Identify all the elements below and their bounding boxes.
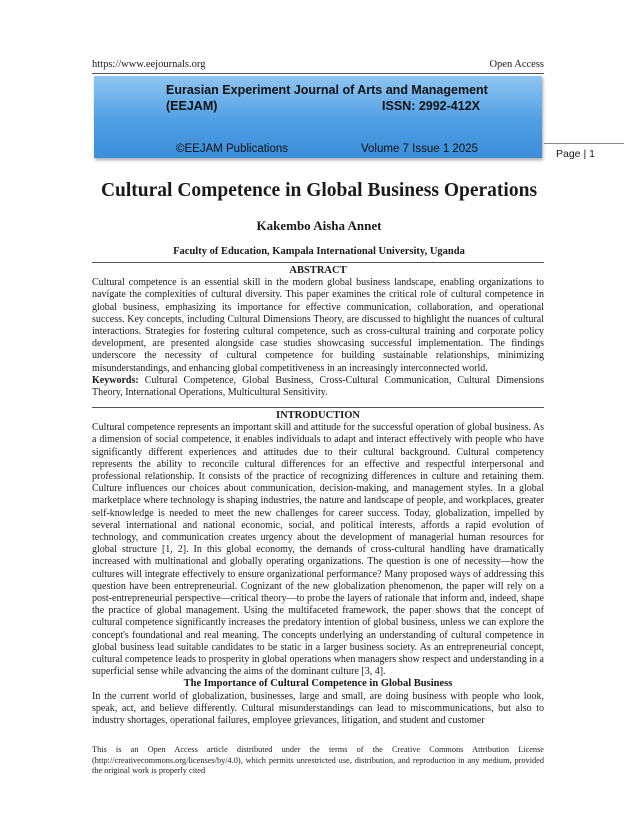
paper-title: Cultural Competence in Global Business Operations xyxy=(100,180,538,201)
introduction-section xyxy=(92,410,544,727)
keywords-line xyxy=(92,375,544,399)
introduction-text: Cultural competence represents an important skill and attitude for the successful operation of global business. As a dimension of social competence, it enables individuals to adapt and interact effectively with people who have significantly different experiences and attitudes due to their cultural background. Cultural competency represents the ability to reconcile cultural differences for an effective and respectful interpersonal and professional relationship. It consists of the practice of recognizing differences in culture and retaining them. Culture influences our choices about communication, decision-making, and management styles. In a global marketplace where technology is shaping industries, the nature and landscape of people, and workplaces, greater self-knowledge is needed to meet the new challenges for career success. Today, globalization, impelled by several international and national economic, social, and political interests, affords a rapid evolution of technology, and communication creates urgency about the development of managerial human resources for global structure [1, 2]. In this global economy, the demands of cross-cultural handling have dramatically increased with multinational and globally operating organizations. The question is one of necessity—how the cultures will integrate effectively to ensure organizational performance? Many proposed ways of addressing this question have been entrepreneurial. Cognizant of the new globalization phenomenon, the paper will rely on a post-entrepreneurial perspective—critical theory—to probe the layers of rationale that inform and, indeed, shape the practice of global management. Using the multifaceted framework, the paper shows that the concept of cultural competence significantly increases the predatory intention of global business, unless we can explore the concept's foundational and real meaning. The concepts underlying an understanding of cultural competence in global business lead suitable candidates to be static in a larger business society. As an entrepreneurial concept, cultural competence leads to prosperity in global operations when managers show respect and understanding in a superficial sense while advancing the aims of the dominant culture [3, 4]. xyxy=(92,422,544,678)
keywords-label: Keywords: xyxy=(92,374,139,386)
keywords-text: Cultural Competence, Global Business, Cross-Cultural Communication, Cultural Dimensions Theory, International Operations, Multicultural Sensitivity. xyxy=(92,374,544,399)
header-rule xyxy=(92,73,544,74)
page-number-rule xyxy=(544,143,624,144)
page-number-text: Page | 1 xyxy=(556,148,595,160)
journal-abbreviation: (EEJAM) xyxy=(166,99,218,113)
publisher-label: ©EEJAM Publications xyxy=(176,143,289,155)
banner-text-block xyxy=(152,80,488,155)
journal-url[interactable]: https://www.eejournals.org xyxy=(92,59,206,70)
license-footer: This is an Open Access article distributed under the terms of the Creative Commons Attribution License (http://creativecommons.org/licenses/by/4.0), which permits unrestricted use, distribution, and reproduction in any medium, provided the original work is properly cited xyxy=(92,745,544,775)
abstract-text: Cultural competence is an essential skill in the modern global business landscape, enabling organizations to navigate the complexities of cultural diversity. This paper examines the critical role of cultural competence in global business, emphasizing its importance for effective communication, collaboration, and operational success. Key concepts, including Cultural Dimensions Theory, are discussed to highlight the nuances of cultural interactions. Strategies for fostering cultural competence, such as cross-cultural training and corporate policy development, are presented alongside case studies showcasing successful implementation. The findings underscore the necessity of cultural competence for building sustainable relationships, minimizing misunderstandings, and enhancing global competitiveness in an increasingly interconnected world. xyxy=(92,277,544,374)
importance-heading: The Importance of Cultural Competence in Global Business xyxy=(183,678,453,690)
affiliation-rule xyxy=(92,262,544,263)
abstract-section xyxy=(92,265,544,399)
journal-title: Eurasian Experiment Journal of Arts and Management xyxy=(166,83,488,97)
introduction-heading: INTRODUCTION xyxy=(275,410,360,421)
paper-author: Kakembo Aisha Annet xyxy=(256,218,382,233)
author-affiliation: Faculty of Education, Kampala International University, Uganda xyxy=(173,246,465,257)
abstract-heading: ABSTRACT xyxy=(289,265,347,276)
abstract-rule xyxy=(92,407,544,408)
open-access-label: Open Access xyxy=(489,59,544,70)
journal-issn: ISSN: 2992-412X xyxy=(382,99,480,113)
volume-issue-label: Volume 7 Issue 1 2025 xyxy=(361,143,478,155)
importance-text: In the current world of globalization, businesses, large and small, are doing business with people who look, speak, act, and believe differently. Cultural misunderstandings can lead to miscommunications, but also to industry shortages, operational failures, employee grievances, litigation, and student and customer xyxy=(92,690,544,727)
page-number xyxy=(556,148,595,160)
journal-banner xyxy=(94,76,542,158)
